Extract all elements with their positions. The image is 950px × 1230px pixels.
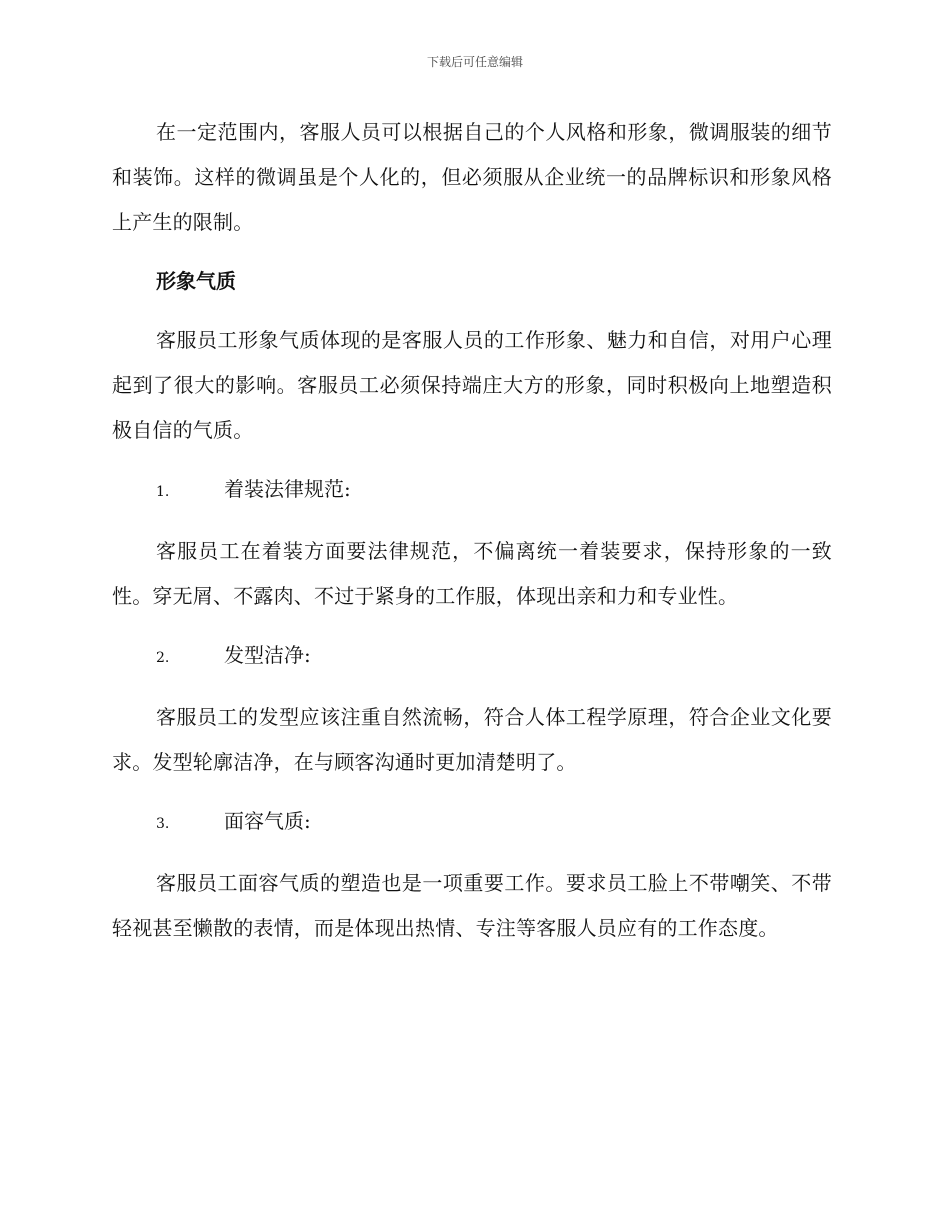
section-paragraph: 客服员工形象气质体现的是客服人员的工作形象、魅力和自信，对用户心理起到了很大的影响。客服员工必须保持端庄大方的形象，同时积极向上地塑造积极自信的气质。 xyxy=(112,328,832,442)
list-paragraph-3: 客服员工面容气质的塑造也是一项重要工作。要求员工脸上不带嘲笑、不带轻视甚至懒散的表情，而是体现出热情、专注等客服人员应有的工作态度。 xyxy=(112,871,832,940)
intro-paragraph: 在一定范围内，客服人员可以根据自己的个人风格和形象，微调服装的细节和装饰。这样的微调虽是个人化的，但必须服从企业统一的品牌标识和形象风格上产生的限制。 xyxy=(112,120,832,234)
list-item-3 xyxy=(112,799,832,847)
list-number: 1. xyxy=(156,484,170,500)
section-heading: 形象气质 xyxy=(156,269,236,293)
list-paragraph-2: 客服员工的发型应该注重自然流畅，符合人体工程学原理，符合企业文化要求。发型轮廓洁净，在与顾客沟通时更加清楚明了。 xyxy=(112,705,832,774)
list-title: 面容气质: xyxy=(224,809,311,833)
list-title: 发型洁净: xyxy=(224,643,311,667)
list-number: 3. xyxy=(156,816,170,832)
page-header: 下载后可任意编辑 xyxy=(426,55,523,69)
list-item-2 xyxy=(112,633,832,681)
list-number: 2. xyxy=(156,650,170,666)
document-body xyxy=(112,110,832,965)
list-title: 着装法律规范: xyxy=(224,477,351,501)
list-paragraph-1: 客服员工在着装方面要法律规范，不偏离统一着装要求，保持形象的一致性。穿无屑、不露肉、不过于紧身的工作服，体现出亲和力和专业性。 xyxy=(112,539,832,608)
list-item-1 xyxy=(112,467,832,515)
